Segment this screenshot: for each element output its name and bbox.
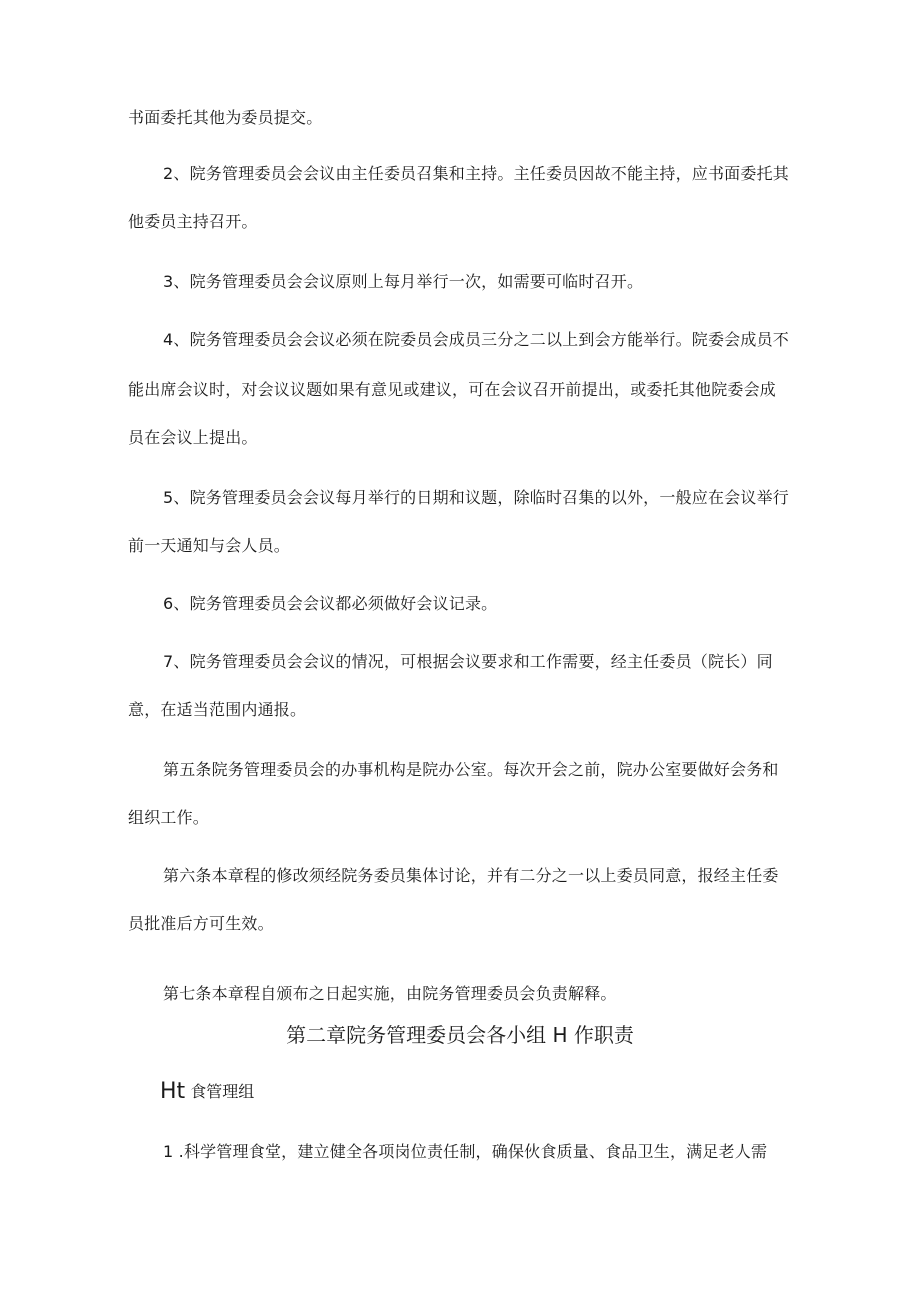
paragraph-line: 书面委托其他为委员提交。: [128, 108, 323, 127]
paragraph-line: 组织工作。: [128, 808, 210, 827]
paragraph-line: 第七条本章程自颁布之日起实施，由院务管理委员会负责解释。: [163, 984, 617, 1003]
paragraph-line: 能出席会议时，对会议议题如果有意见或建议，可在会议召开前提出，或委托其他院委会成: [128, 380, 777, 399]
paragraph-line: 第六条本章程的修改须经院务委员集体讨论，并有二分之一以上委员同意，报经主任委: [163, 866, 779, 885]
paragraph-line: 6、院务管理委员会会议都必须做好会议记录。: [163, 594, 498, 613]
paragraph-line: 5、院务管理委员会会议每月举行的日期和议题，除临时召集的以外，一般应在会议举行: [163, 488, 789, 507]
paragraph-line: 意，在适当范围内通报。: [128, 700, 307, 719]
paragraph-line: 第五条院务管理委员会的办事机构是院办公室。每次开会之前，院办公室要做好会务和: [163, 760, 779, 779]
section-subheading: [160, 1080, 254, 1104]
paragraph-line: 他委员主持召开。: [128, 212, 258, 231]
paragraph-line: 1 .科学管理食堂，建立健全各项岗位责任制，确保伙食质量、食品卫生，满足老人需: [163, 1142, 768, 1161]
subheading-text: 食管理组: [185, 1082, 255, 1101]
paragraph-line: 前一天通知与会人员。: [128, 536, 291, 555]
paragraph-line: 4、院务管理委员会会议必须在院委员会成员三分之二以上到会方能举行。院委会成员不: [163, 330, 789, 349]
paragraph-line: 员批准后方可生效。: [128, 914, 274, 933]
paragraph-line: 7、院务管理委员会会议的情况，可根据会议要求和工作需要，经主任委员（院长）同: [163, 652, 773, 671]
chapter-heading: 第二章院务管理委员会各小组 H 作职责: [286, 1023, 634, 1047]
paragraph-line: 3、院务管理委员会会议原则上每月举行一次，如需要可临时召开。: [163, 272, 644, 291]
paragraph-line: 员在会议上提出。: [128, 428, 258, 447]
paragraph-line: 2、院务管理委员会会议由主任委员召集和主持。主任委员因故不能主持，应书面委托其: [163, 164, 789, 183]
subheading-prefix: Ht: [160, 1079, 186, 1104]
